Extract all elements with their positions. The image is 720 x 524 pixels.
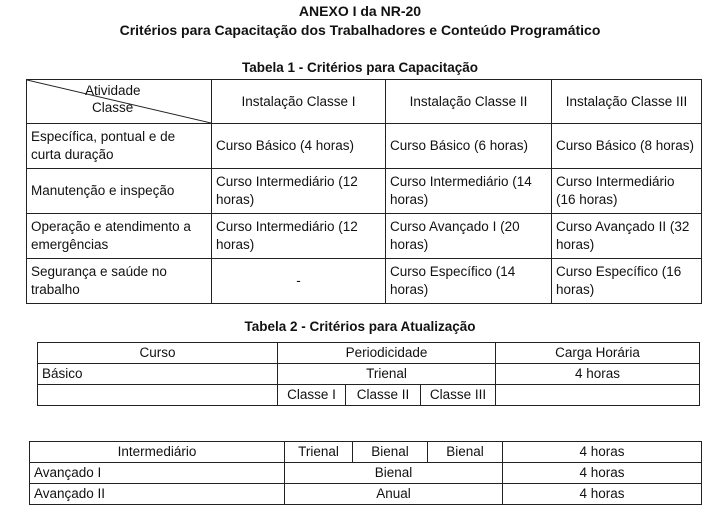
table-row bbox=[30, 442, 702, 463]
table-cell: Curso Básico (6 horas) bbox=[386, 124, 552, 169]
table-row bbox=[27, 214, 702, 259]
periodicity-cell: Bienal bbox=[353, 442, 428, 463]
table-cell: Curso Intermediário (16 horas) bbox=[552, 169, 702, 214]
table2-caption: Tabela 2 - Critérios para Atualização bbox=[244, 319, 476, 334]
table-cell: Curso Intermediário (12 horas) bbox=[212, 214, 386, 259]
workload-cell: 4 horas bbox=[503, 442, 702, 463]
workload-cell: 4 horas bbox=[503, 484, 702, 505]
table-row bbox=[38, 385, 700, 406]
document-subtitle: Critérios para Capacitação dos Trabalhadores e Conteúdo Programático bbox=[119, 22, 601, 38]
table-cell: Curso Específico (14 horas) bbox=[386, 259, 552, 304]
column-header: Instalação Classe III bbox=[552, 80, 702, 124]
corner-label-class: Classe bbox=[92, 100, 134, 115]
document-title: ANEXO I da NR-20 bbox=[298, 3, 422, 19]
table-row bbox=[27, 169, 702, 214]
periodicity-cell: Trienal bbox=[278, 364, 496, 385]
periodicity-cell: Bienal bbox=[428, 442, 503, 463]
activity-cell: Operação e atendimento a emergências bbox=[27, 214, 212, 259]
table-cell: Curso Avançado II (32 horas) bbox=[552, 214, 702, 259]
table1-header-row bbox=[27, 80, 702, 124]
table-atualizacao bbox=[37, 342, 700, 406]
table-atualizacao-continued bbox=[29, 441, 702, 505]
activity-cell: Segurança e saúde no trabalho bbox=[27, 259, 212, 304]
table-row bbox=[27, 259, 702, 304]
course-cell: Básico bbox=[38, 364, 278, 385]
column-header: Curso bbox=[38, 343, 278, 364]
column-header: Instalação Classe I bbox=[212, 80, 386, 124]
table-row bbox=[30, 484, 702, 505]
corner-label-activity: Atividade bbox=[85, 83, 141, 98]
table-cell: Curso Específico (16 horas) bbox=[552, 259, 702, 304]
corner-cell bbox=[27, 80, 212, 124]
course-cell: Avançado II bbox=[30, 484, 285, 505]
table1-caption: Tabela 1 - Critérios para Capacitação bbox=[241, 60, 479, 75]
table2-header-row bbox=[38, 343, 700, 364]
activity-cell: Específica, pontual e de curta duração bbox=[27, 124, 212, 169]
empty-cell bbox=[38, 385, 278, 406]
table-row bbox=[38, 364, 700, 385]
table-cell: Curso Básico (4 horas) bbox=[212, 124, 386, 169]
table-cell: - bbox=[212, 259, 386, 304]
column-header: Carga Horária bbox=[496, 343, 700, 364]
course-cell: Avançado I bbox=[30, 463, 285, 484]
class-cell: Classe II bbox=[346, 385, 421, 406]
table-cell: Curso Básico (8 horas) bbox=[552, 124, 702, 169]
workload-cell: 4 horas bbox=[503, 463, 702, 484]
table-capacitacao bbox=[26, 79, 702, 304]
column-header: Instalação Classe II bbox=[386, 80, 552, 124]
empty-cell bbox=[496, 385, 700, 406]
table-cell: Curso Avançado I (20 horas) bbox=[386, 214, 552, 259]
activity-cell: Manutenção e inspeção bbox=[27, 169, 212, 214]
course-cell: Intermediário bbox=[30, 442, 285, 463]
periodicity-cell: Anual bbox=[285, 484, 503, 505]
periodicity-cell: Bienal bbox=[285, 463, 503, 484]
table-cell: Curso Intermediário (14 horas) bbox=[386, 169, 552, 214]
table-row bbox=[27, 124, 702, 169]
table-cell: Curso Intermediário (12 horas) bbox=[212, 169, 386, 214]
column-header: Periodicidade bbox=[278, 343, 496, 364]
class-cell: Classe I bbox=[278, 385, 346, 406]
periodicity-cell: Trienal bbox=[285, 442, 353, 463]
class-cell: Classe III bbox=[421, 385, 496, 406]
table-row bbox=[30, 463, 702, 484]
workload-cell: 4 horas bbox=[496, 364, 700, 385]
